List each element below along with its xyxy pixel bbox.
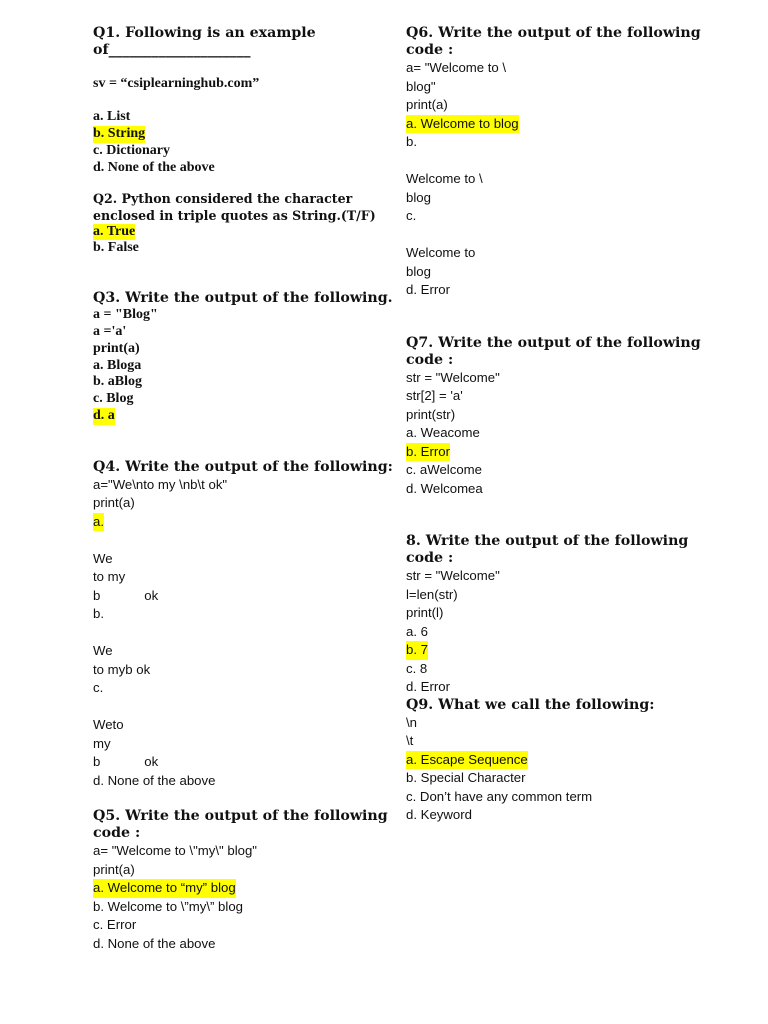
option-d: d. Error bbox=[406, 679, 450, 694]
question-3-title: Q3. Write the output of the following. bbox=[93, 290, 393, 307]
option-a: a. List bbox=[93, 109, 131, 125]
code-line: print(a) bbox=[93, 340, 140, 356]
option-c: c. bbox=[406, 208, 417, 223]
output-line: We bbox=[93, 643, 113, 659]
code-line: a="We\nto my \nb\t ok" bbox=[93, 476, 228, 492]
question-3 bbox=[93, 290, 393, 425]
question-4 bbox=[93, 458, 393, 791]
code-line: print(a) bbox=[93, 861, 135, 877]
question-1 bbox=[93, 25, 368, 177]
option-b: b. bbox=[406, 134, 417, 149]
option-b-correct: b. 7 bbox=[406, 641, 428, 660]
code-line: a ='a' bbox=[93, 323, 127, 339]
option-a: a. Bloga bbox=[93, 357, 142, 373]
code-line: \n bbox=[406, 714, 417, 730]
option-c: c. Blog bbox=[93, 391, 134, 407]
option-c: c. 8 bbox=[406, 660, 428, 676]
question-8 bbox=[406, 533, 689, 697]
option-b: b. bbox=[93, 606, 104, 622]
code-line: str = "Welcome" bbox=[406, 568, 500, 583]
option-c: c. Error bbox=[93, 917, 137, 933]
code-line: a= "Welcome to \"my\" blog" bbox=[93, 843, 257, 859]
question-1-code: sv = “csiplearninghub.com” bbox=[93, 75, 260, 91]
question-1-title: Q1. Following is an example bbox=[93, 25, 316, 41]
output-line: Welcome to \ bbox=[406, 171, 483, 186]
option-a-correct: a. Escape Sequence bbox=[406, 751, 528, 770]
output-line: We bbox=[93, 550, 113, 566]
question-7-title: Q7. Write the output of the following bbox=[406, 334, 701, 351]
question-1-title-blank: of____________________ bbox=[93, 42, 251, 58]
question-8-title: 8. Write the output of the following bbox=[406, 533, 689, 549]
spacer bbox=[406, 226, 686, 245]
option-c: c. Dictionary bbox=[93, 142, 170, 158]
code-line: l=len(str) bbox=[406, 586, 458, 602]
code-line: \t bbox=[406, 733, 414, 748]
question-6-title: Q6. Write the output of the following bbox=[406, 25, 701, 41]
code-line: print(l) bbox=[406, 605, 444, 620]
code-line: print(a) bbox=[406, 97, 448, 112]
question-5-title: Q5. Write the output of the following bbox=[93, 808, 388, 825]
option-d: d. None of the above bbox=[93, 159, 215, 175]
option-a: a. Weacome bbox=[406, 425, 480, 440]
output-line: Welcome to bbox=[406, 245, 476, 260]
option-a-correct: a. Welcome to “my” blog bbox=[93, 879, 236, 898]
code-line: print(a) bbox=[93, 495, 135, 511]
right-column bbox=[406, 25, 701, 825]
option-a-correct: a. bbox=[93, 513, 104, 532]
question-6-title-line2: code : bbox=[406, 42, 454, 58]
question-6 bbox=[406, 25, 701, 300]
option-d: d. Error bbox=[406, 282, 450, 297]
code-line: a= "Welcome to \ bbox=[406, 60, 507, 75]
code-line: blog" bbox=[406, 78, 436, 94]
code-line: str[2] = 'a' bbox=[406, 388, 463, 403]
option-c: c. Don’t have any common term bbox=[406, 788, 593, 804]
question-8-title-line2: code : bbox=[406, 550, 454, 566]
option-a-correct: a. Welcome to blog bbox=[406, 115, 519, 134]
code-line: str = "Welcome" bbox=[406, 369, 500, 385]
option-a: a. 6 bbox=[406, 623, 428, 639]
spacer bbox=[93, 93, 368, 110]
option-d: d. None of the above bbox=[93, 772, 216, 788]
output-line: to myb ok bbox=[93, 661, 151, 677]
spacer bbox=[93, 698, 368, 717]
spacer bbox=[93, 624, 368, 643]
code-line: a = "Blog" bbox=[93, 307, 158, 323]
left-column bbox=[93, 25, 393, 953]
question-5 bbox=[93, 808, 388, 953]
option-a-correct: a. True bbox=[93, 223, 136, 239]
option-d: d. Welcomea bbox=[406, 480, 483, 496]
question-7-title-line2: code : bbox=[406, 351, 454, 368]
code-line: print(str) bbox=[406, 406, 456, 422]
option-b: b. False bbox=[93, 240, 139, 256]
question-2 bbox=[93, 190, 376, 258]
output-line: b ok bbox=[93, 587, 159, 603]
question-2-title: Q2. Python considered the character bbox=[93, 190, 353, 206]
spacer bbox=[93, 59, 368, 76]
option-d: d. Keyword bbox=[406, 807, 472, 822]
question-9-title: Q9. What we call the following: bbox=[406, 696, 655, 713]
option-d: d. None of the above bbox=[93, 935, 216, 951]
option-c: c. bbox=[93, 680, 104, 696]
option-b-correct: b. String bbox=[93, 126, 146, 142]
output-line: blog bbox=[406, 189, 431, 205]
option-b: b. Welcome to \”my\” blog bbox=[93, 898, 243, 914]
option-b: b. Special Character bbox=[406, 770, 526, 785]
question-9 bbox=[406, 697, 686, 825]
question-5-title-line2: code : bbox=[93, 825, 141, 842]
output-line: blog bbox=[406, 263, 431, 279]
output-line: to my bbox=[93, 569, 126, 585]
question-7 bbox=[406, 334, 701, 499]
spacer bbox=[93, 531, 368, 550]
option-d-correct: d. a bbox=[93, 407, 115, 423]
option-b: b. aBlog bbox=[93, 374, 143, 390]
question-2-title-line2: enclosed in triple quotes as String.(T/F) bbox=[93, 207, 376, 223]
option-c: c. aWelcome bbox=[406, 462, 482, 477]
output-line: Weto bbox=[93, 717, 124, 733]
question-4-title: Q4. Write the output of the following: bbox=[93, 458, 393, 475]
output-line: b ok bbox=[93, 754, 159, 770]
option-b-correct: b. Error bbox=[406, 443, 450, 462]
output-line: my bbox=[93, 735, 111, 751]
spacer bbox=[406, 152, 686, 171]
